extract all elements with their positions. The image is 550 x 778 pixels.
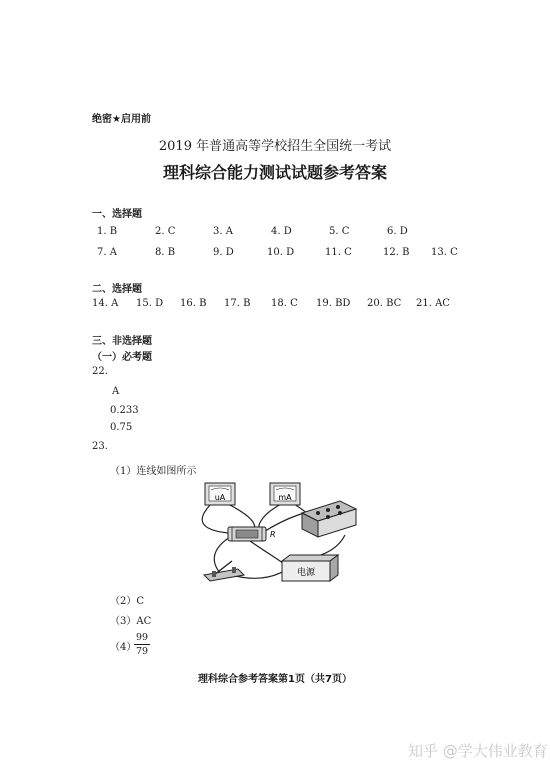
- answer-item: 7. A: [97, 247, 117, 258]
- page-title: 理科综合能力测试试题参考答案: [162, 163, 387, 182]
- secret-mark: 绝密★启用前: [92, 114, 151, 125]
- answer-item: 16. B: [180, 298, 207, 309]
- section-3-subheading: （一）必考题: [92, 352, 152, 363]
- switch: [204, 561, 244, 581]
- answer-item: 14. A: [92, 298, 119, 309]
- answer-item: 21. AC: [416, 298, 450, 309]
- exam-title: 2019 年普通高等学校招生全国统一考试: [158, 139, 392, 154]
- answer-item: 13. C: [431, 247, 458, 258]
- fraction-bar: [134, 644, 150, 645]
- q22-answer: 0.233: [110, 405, 139, 416]
- answer-item: 9. D: [213, 247, 234, 258]
- answer-item: 6. D: [387, 226, 408, 237]
- milliammeter: [270, 483, 300, 505]
- q23-part3: （3）AC: [110, 616, 152, 627]
- answer-item: 5. C: [329, 226, 350, 237]
- section-2-heading: 二、选择题: [92, 284, 142, 295]
- question-23-number: 23.: [92, 441, 108, 452]
- q23-part1: （1）连线如图所示: [110, 466, 197, 477]
- answer-item: 11. C: [325, 247, 352, 258]
- q23-part2: （2）C: [110, 596, 145, 607]
- answer-item: 8. B: [155, 247, 176, 258]
- power-supply: [282, 555, 338, 581]
- microammeter-label: uA: [214, 493, 226, 502]
- watermark: 知乎 @学大伟业教育: [408, 742, 548, 760]
- microammeter: [205, 483, 235, 505]
- q23-part4-fraction: [134, 632, 150, 657]
- answer-item: 3. A: [213, 226, 233, 237]
- answer-item: 10. D: [267, 247, 295, 258]
- answer-item: 4. D: [271, 226, 292, 237]
- answer-item: 1. B: [97, 226, 118, 237]
- fraction-denominator: 79: [135, 646, 149, 657]
- answer-item: 20. BC: [367, 298, 402, 309]
- answer-item: 12. B: [383, 247, 410, 258]
- answer-item: 15. D: [136, 298, 164, 309]
- resistor-label: R: [270, 530, 276, 539]
- answer-item: 18. C: [271, 298, 298, 309]
- page-footer: 理科综合参考答案第1页（共7页）: [198, 674, 352, 685]
- power-supply-label: 电源: [296, 568, 316, 578]
- section-3-heading: 三、非选择题: [92, 336, 152, 347]
- q22-answer: A: [112, 386, 120, 397]
- q23-part4-label: （4）: [110, 642, 137, 653]
- fraction-numerator: 99: [135, 632, 149, 643]
- answer-item: 2. C: [155, 226, 176, 237]
- answer-item: 19. BD: [316, 298, 351, 309]
- section-1-heading: 一、选择题: [92, 209, 142, 220]
- answer-item: 17. B: [224, 298, 251, 309]
- question-22-number: 22.: [92, 366, 108, 377]
- milliammeter-label: mA: [278, 493, 292, 502]
- circuit-diagram: [190, 475, 370, 590]
- resistance-box: [302, 501, 356, 537]
- q22-answer: 0.75: [110, 422, 133, 433]
